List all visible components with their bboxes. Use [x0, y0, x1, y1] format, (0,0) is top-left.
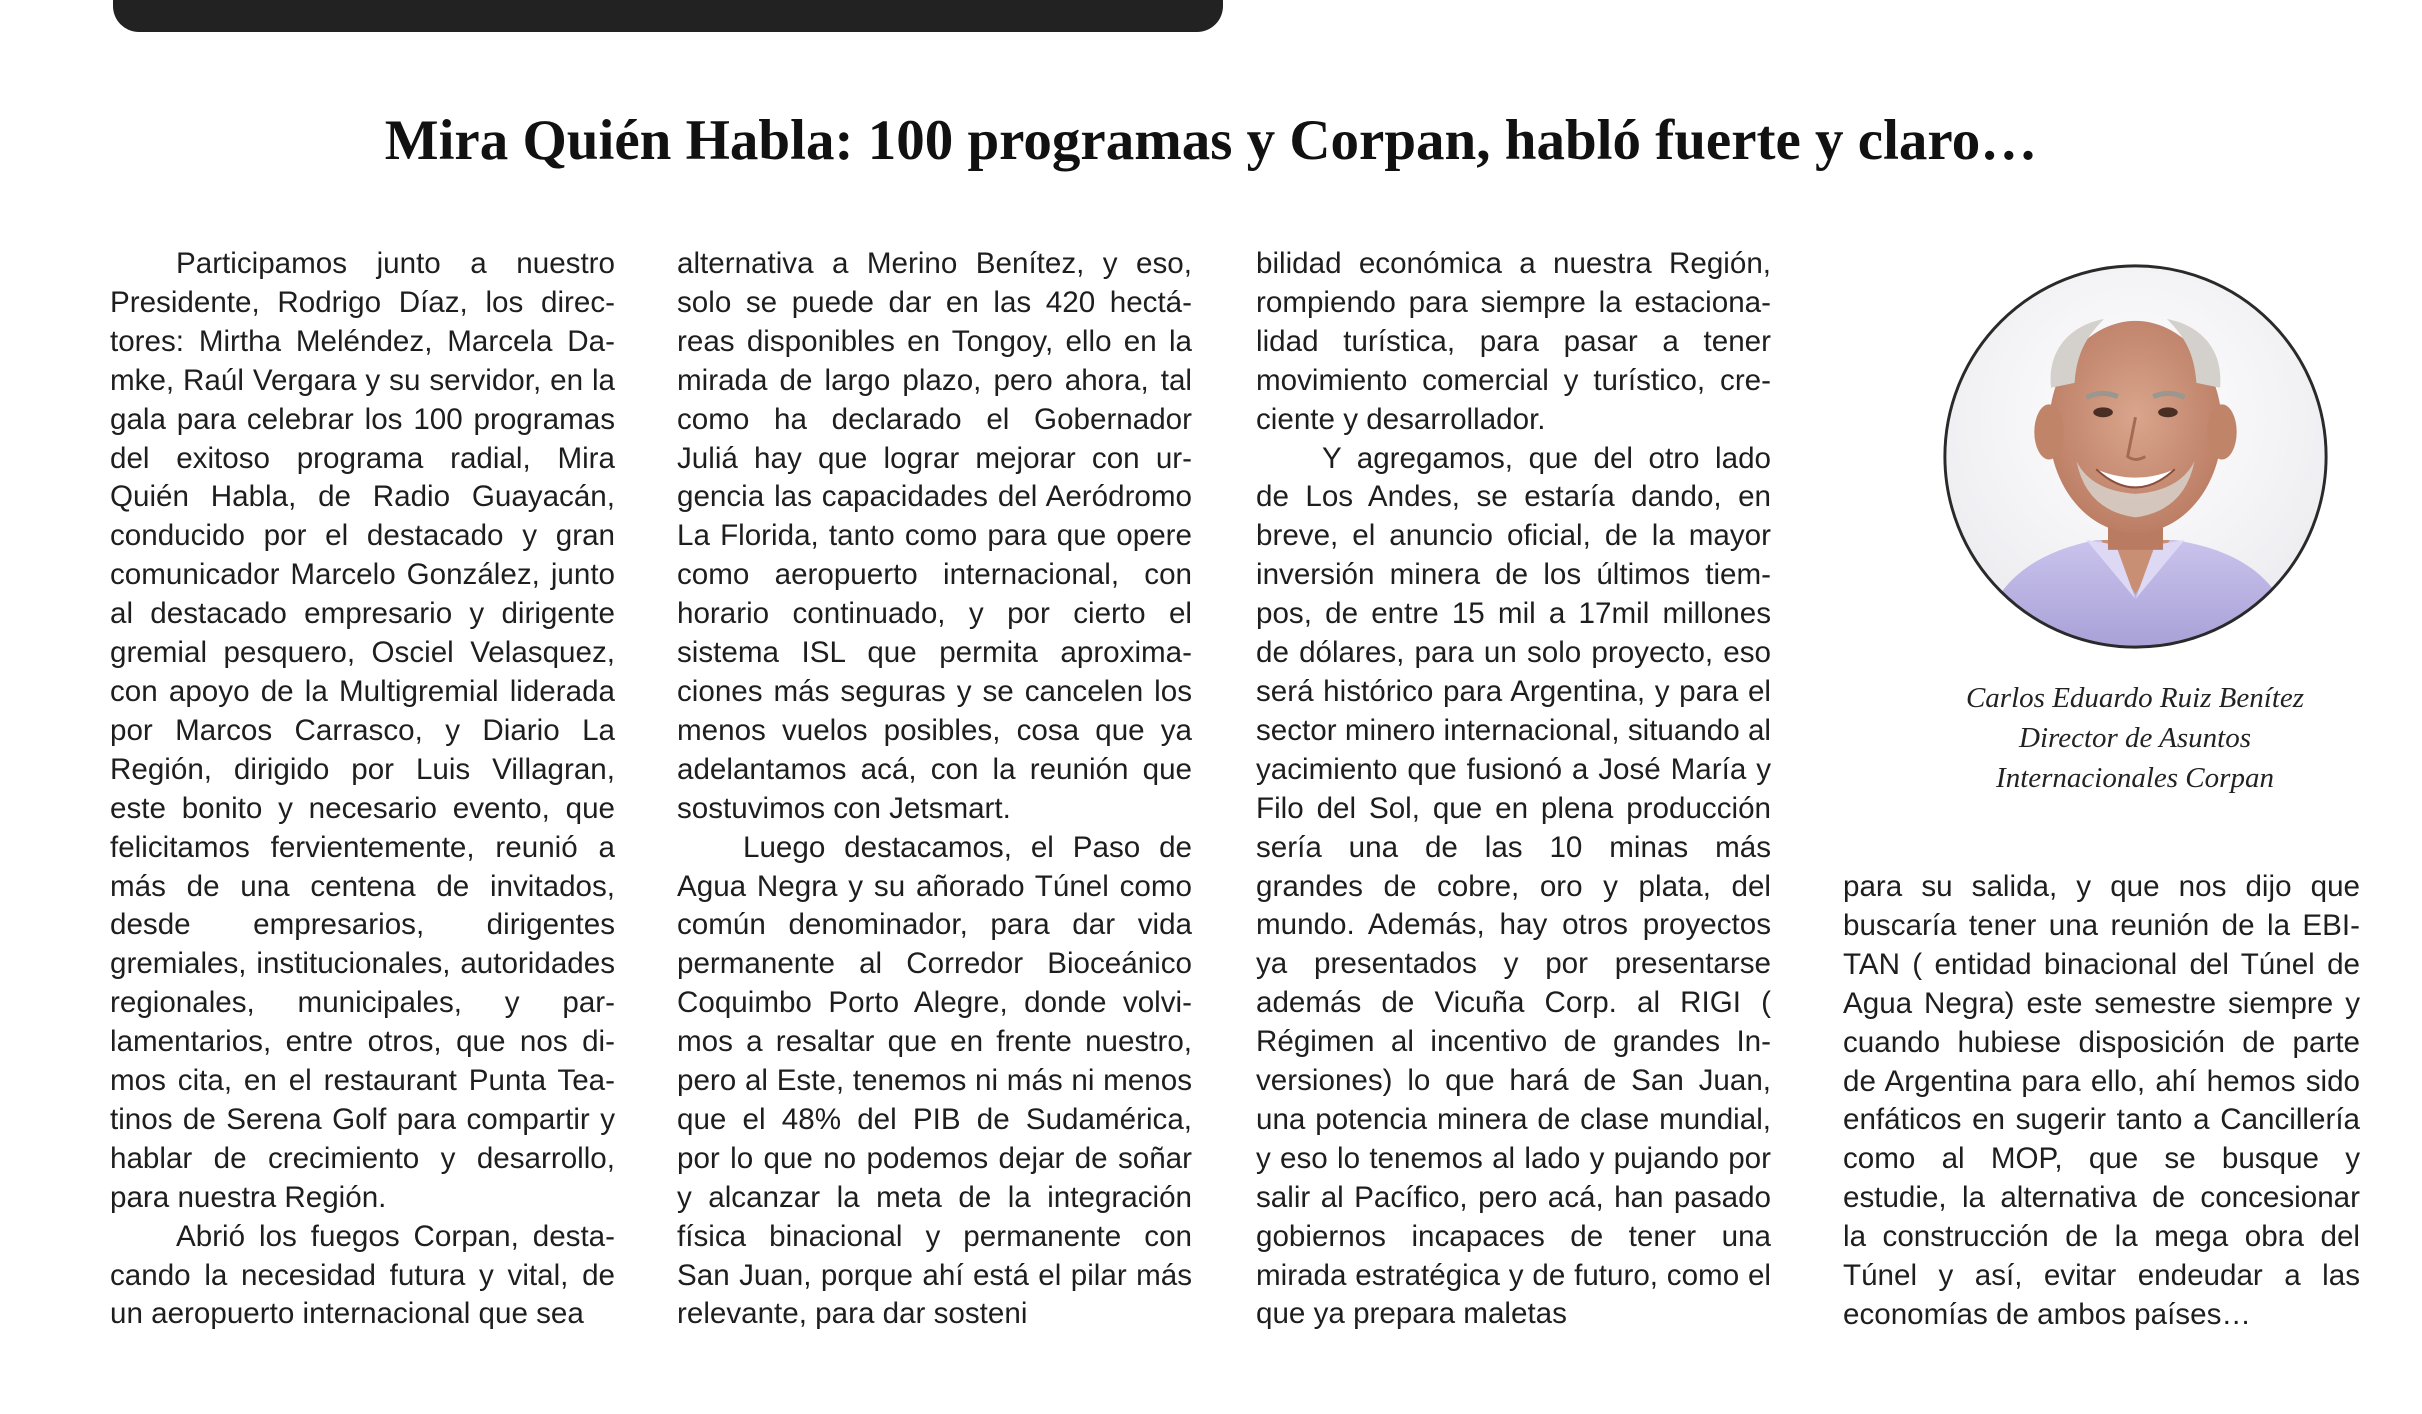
- author-title-line-2: Internacionales Corpan: [1996, 762, 2274, 794]
- paragraph-3: Luego destacamos, el Paso de Agua Negra y su añorado Túnel como común denominador, para dar vida permanente al Corredor Bioceánico Coquimbo Porto Alegre, donde volvimos a resaltar que en frente nuestro, pero al Este, tenemos ni más ni menos que el 48% del PIB de Sudamérica, por lo que no podemos dejar de soñar y alcanzar la meta de la integración física binacional y permanente con San Juan, porque ahí está el pilar más relevante, para dar sosteni: [677, 830, 1192, 1331]
- paragraph-3-continued: bilidad económica a nuestra Región, rompiendo para siempre la estacionalidad turística, para pasar a tener movimiento comercial y turístico, creciente y desarrollador.: [1256, 247, 1771, 436]
- paragraph-2: Abrió los fuegos Corpan, destacando la necesidad futura y vital, de un aeropuerto internacional que sea: [110, 1219, 615, 1331]
- author-title-line-1: Director de Asuntos: [2019, 722, 2251, 754]
- author-name: Carlos Eduardo Ruiz Benítez: [1965, 682, 2305, 714]
- author-portrait: [1938, 260, 2333, 653]
- paragraph-2-continued: alternativa a Merino Benítez, y eso, solo se puede dar en las 420 hectáreas disponibles en Tongoy, ello en la mirada de largo plazo, pero ahora, tal como ha declarado el Gobernador Juliá hay que lograr mejorar con urgencia las capacidades del Aeródromo La Florida, tanto como para que opere como aeropuerto internacional, con horario continuado, y por cierto el sistema ISL que permita aproximaciones más seguras y se cancelen los menos vuelos posibles, cosa que ya adelantamos acá, con la reunión que sostuvimos con Jetsmart.: [677, 247, 1192, 825]
- article-column-4: [1843, 868, 2360, 1335]
- author-caption: [1880, 678, 2390, 798]
- article-column-1: [110, 245, 615, 1334]
- paragraph-4-continued: para su salida, y que nos dijo que buscaría tener una reunión de la EBITAN ( entidad binacional del Túnel de Agua Negra) este semestre siempre y cuando hubiese disposición de parte de Argentina para ello, ahí hemos sido enfáticos en sugerir tanto a Cancillería como al MOP, que se busque y estudie, la alternativa de concesionar la construcción de la mega obra del Túnel y así, evitar endeudar a las economías de ambos países…: [1843, 870, 2360, 1331]
- article-column-3: [1256, 245, 1771, 1334]
- article-column-2: [677, 245, 1192, 1334]
- paragraph-4: Y agregamos, que del otro lado de Los Andes, se estaría dando, en breve, el anuncio oficial, de la mayor inversión minera de los últimos tiempos, de entre 15 mil a 17mil millones de dólares, para un solo proyecto, eso será histórico para Argentina, y para el sector minero internacional, situando al yacimiento que fusionó a José María y Filo del Sol, que en plena producción sería una de las 10 minas más grandes de cobre, oro y plata, del mundo. Además, hay otros proyectos ya presentados y por presentarse además de Vicuña Corp. al RIGI ( Régimen al incentivo de grandes Inversiones) lo que hará de San Juan, una potencia minera de clase mundial, y eso lo tenemos al lado y pujando por salir al Pacífico, pero acá, han pasado gobiernos incapaces de tener una mirada estratégica y de futuro, como el que ya prepara maletas: [1256, 441, 1771, 1331]
- article-headline: Mira Quién Habla: 100 programas y Corpan, habló fuerte y claro…: [384, 109, 2038, 172]
- paragraph-1: Participamos junto a nuestro Presidente, Rodrigo Díaz, los directores: Mirtha Meléndez, Marcela Damke, Raúl Vergara y su servidor, en la gala para celebrar los 100 programas del exitoso programa radial, Mira Quién Habla, de Radio Guayacán, conducido por el destacado y gran comunicador Marcelo González, junto al destacado empresario y dirigente gremial pesquero, Osciel Velasquez, con apoyo de la Multigremial liderada por Marcos Carrasco, y Diario La Región, dirigido por Luis Villagran, este bonito y necesario evento, que felicitamos fervientemente, reunió a más de una centena de invitados, desde empresarios, dirigentes gremiales, institucionales, autoridades regionales, municipales, y parlamentarios, entre otros, que nos dimos cita, en el restaurant Punta Teatinos de Serena Golf para compartir y hablar de crecimiento y desarrollo, para nuestra Región.: [110, 247, 615, 1214]
- header-bar: [113, 0, 1223, 32]
